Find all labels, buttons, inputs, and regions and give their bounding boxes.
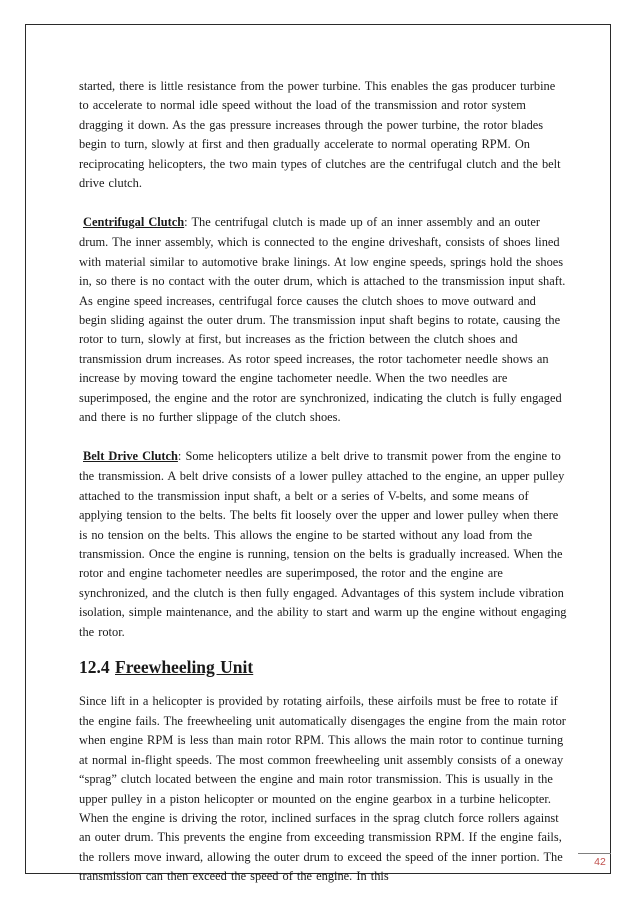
page-number: 42 xyxy=(594,856,606,868)
freewheeling-unit-paragraph: Since lift in a helicopter is provided by rotating airfoils, these airfoils must be free to rotate if the engine fails. The freewheeling unit automatically disengages the engine from the main rotor when engine RPM is less than main rotor RPM. This allows the main rotor to continue turning at normal in-flight speeds. The most common freewheeling unit assembly consists of a oneway “sprag” clutch located between the engine and main rotor transmission. This is usually in the upper pulley in a piston helicopter or mounted on the engine gearbox in a turbine helicopter. When the engine is driving the rotor, inclined surfaces in the sprag clutch force rollers against an outer drum. This prevents the engine from exceeding transmission RPM. If the engine fails, the rollers move inward, allowing the outer drum to exceed the speed of the inner portion. The transmission can then exceed the speed of the engine. In this xyxy=(79,694,566,884)
belt-drive-clutch-term: Belt Drive Clutch xyxy=(83,448,178,463)
section-title: Freewheeling Unit xyxy=(115,657,254,678)
centrifugal-clutch-term: Centrifugal Clutch xyxy=(83,214,185,229)
document-body xyxy=(79,77,567,887)
section-number: 12.4 xyxy=(79,657,115,678)
intro-paragraph: started, there is little resistance from the power turbine. This enables the gas producer turbine to accelerate to normal idle speed without the load of the transmission and rotor system dragging it down. As the gas pressure increases through the power turbine, the rotor blades begin to turn, slowly at first and then gradually accelerate to normal operating RPM. On reciprocating helicopters, the two main types of clutches are the centrifugal clutch and the belt drive clutch. xyxy=(79,79,561,191)
section-heading xyxy=(79,656,567,678)
page-number-rule xyxy=(578,853,611,854)
centrifugal-clutch-text: : The centrifugal clutch is made up of an inner assembly and an outer drum. The inner assembly, which is connected to the engine driveshaft, consists of shoes lined with material similar to automotive brake linings. At low engine speeds, springs hold the shoes in, so there is no contact with the outer drum, which is attached to the transmission input shaft. As engine speed increases, centrifugal force causes the clutch shoes to move outward and begin sliding against the outer drum. The transmission input shaft begins to rotate, causing the rotor to turn, slowly at first, but increases as the friction between the clutch shoes and transmission drum increases. As rotor speed increases, the rotor tachometer needle shows an increase by moving toward the engine tachometer needle. When the two needles are superimposed, the engine and the rotor are synchronized, indicating the clutch is fully engaged and there is no further slippage of the clutch shoes. xyxy=(79,214,566,425)
centrifugal-clutch-paragraph xyxy=(79,213,567,428)
belt-drive-clutch-text: : Some helicopters utilize a belt drive to transmit power from the engine to the transmission. A belt drive consists of a lower pulley attached to the engine, an upper pulley attached to the transmission input shaft, a belt or a series of V-belts, and some means of applying tension to the belts. The belts fit loosely over the upper and lower pulley when there is no tension on the belts. This allows the engine to be started without any load from the transmission. Once the engine is running, tension on the belts is gradually increased. When the rotor and engine tachometer needles are superimposed, the rotor and the engine are synchronized, and the clutch is then fully engaged. Advantages of this system include vibration isolation, simple maintenance, and the ability to start and warm up the engine without engaging the rotor. xyxy=(79,448,567,639)
belt-drive-clutch-paragraph xyxy=(79,447,567,643)
